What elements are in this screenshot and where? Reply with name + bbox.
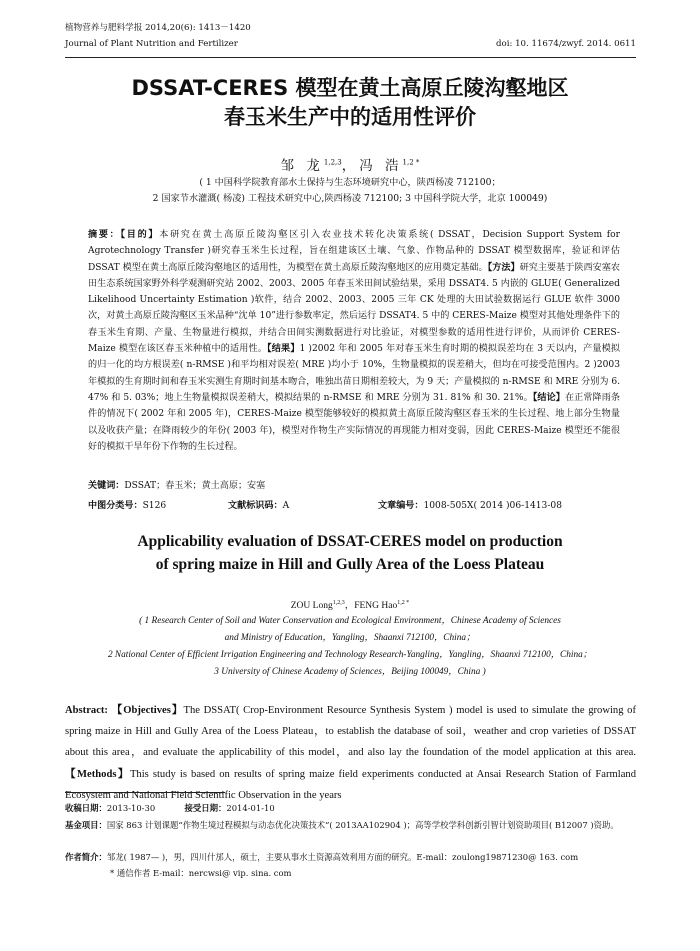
objectives-text: The DSSAT( Crop-Environment Resource Synthesis System ) model is used to simulate the growing of spring maize in Hill and Gully Area of the Loess Plateau，to establish the database of soil，weather and crop varieties of DSSAT about this area，and evaluate the applicability of this model，and also lay the foundation of the model application at this area. [65,705,636,759]
dates-footnote [65,801,636,815]
author-bio-label: 作者简介： [65,852,107,862]
chinese-title-line-1: DSSAT-CERES 模型在黄土高原丘陵沟壑地区 [131,76,569,100]
results-text: 1 )2002 年和 2005 年对春玉米生育时期的模拟误差均在 3 天以内，产量模拟的归一化的均方根误差( n-RMSE )和平均相对误差( MRE )均小于 10%，生物量模拟的误差稍大，但均在可接受范围内。2 )2003 年模拟的生育期时间和春玉米实测生育期时间基本吻合，唯独出苗日期相差较大，为 9 天；产量模拟的 n-RMSE 和 MRE 分别为 6. 47% 和 5. 03%；地上生物量模拟误差稍大，模拟结果的 n-RMSE 和 MRE 分别为 31. 81% 和 30. 21%。 [88,344,620,403]
journal-name-en: Journal of Plant Nutrition and Fertilizer [65,39,238,49]
corresponding-author-footnote: * 通信作者 E-mail：nercwsi@ vip. sina. com [110,868,292,878]
clc-label: 中图分类号： [88,501,143,511]
abstract-label: 摘要： [88,230,121,240]
english-affiliation-line-1: ( 1 Research Center of Soil and Water Conservation and Ecological Environment，Chinese Academy of Sciences [139,616,561,626]
author-affiliation-marker: 1,2 * [402,158,420,167]
document-code-value: A [282,501,290,511]
author-name: 邹 龙 [280,158,324,174]
article-number-value: 1008-505X( 2014 )06-1413-08 [423,501,562,511]
methods-label: 【Methods】 [65,768,130,780]
received-date: 2013-10-30 [106,803,156,813]
fund-label: 基金项目： [65,820,107,830]
keywords-text: DSSAT；春玉米；黄土高原；安塞 [124,481,266,491]
abstract-label: Abstract: [65,705,108,716]
article-number-label: 文章编号： [378,501,424,511]
author-separator: ， [344,601,355,611]
objectives-label: 【目的】 [120,230,160,240]
author-affiliation-marker: 1,2,3 [323,158,342,167]
keywords-label: 关键词： [88,481,125,491]
running-header [65,22,636,50]
english-affiliation-line-4: 3 University of Chinese Academy of Sciences，Beijing 100049，China ) [214,667,486,677]
english-title-line-1: Applicability evaluation of DSSAT-CERES model on production [137,533,563,550]
english-title-line-2: of spring maize in Hill and Gully Area of the Loess Plateau [155,556,545,573]
author-affiliation-marker: 1,2,3 [332,599,345,606]
author-name: ZOU Long [290,601,333,611]
keywords [88,479,620,494]
english-affiliation-line-2: and Ministry of Education，Yangling，Shaanxi 712100，China； [224,633,476,643]
chinese-authors [0,154,700,174]
article-number [378,498,562,511]
clc-number [88,498,166,511]
author-separator: ， [341,158,360,174]
conclusions-text: 在正常降雨条件的情况下( 2002 年和 2005 年)，CERES-Maize 模型能够较好的模拟黄土高原丘陵沟壑区春玉米的生长过程、地上部分生物量以及收获产量；在降雨较少的年份( 2003 年)，模型对作物生产实际情况的再现能力相对变弱，因此 CERES-Maize 模型还不能很好的模拟干旱年份下作物的生长过程。 [88,392,620,452]
accepted-date: 2014-01-10 [226,803,275,813]
chinese-title-line-2: 春玉米生产中的适用性评价 [224,105,476,129]
chinese-affiliation-line-1: ( 1 中国科学院教育部水土保持与生态环境研究中心，陕西杨凌 712100； [199,177,501,188]
author-bio-footnote [65,850,636,864]
footnote-rule [65,792,225,793]
fund-text: 国家 863 计划课题“作物生境过程模拟与动态优化决策技术”( 2013AA102904 )；高等学校学科创新引智计划资助项目( B12007 )资助。 [106,820,619,830]
document-code [228,498,289,511]
fund-footnote [65,818,636,832]
author-bio-text: 邹龙( 1987— )，男，四川什邡人，硕士，主要从事水土资源高效利用方面的研究。E-mail：zoulong19871230@ 163. com [106,852,579,862]
results-label: 【结果】 [267,344,300,355]
methods-label: 【方法】 [487,262,520,273]
author-name: FENG Hao [354,601,398,611]
english-authors [0,597,700,611]
methods-text: 研究主要基于陕西安塞农田生态系统国家野外科学观测研究站 2002、2003、2005 年春玉米田间试验结果，采用 DSSAT4. 5 内嵌的 GLUE( Generalized Likelihood Uncertainty Estimation )软件，结合 2002、2003、2005 三年 CK 处理的大田试验数据运行 GLUE 软件 3000 次，对黄土高原丘陵沟壑区玉米品种“沈单 10”进行参数率定，然后运行 DSSAT4. 5 中的 CERES-Maize 模型对其他处理条件下的春玉米生育期、产量、生物量进行模拟，并结合田间实测数据进行对比验证，对模型参数的适用性进行评价，从而评价 CERES-Maize 模型在该区春玉米种植中的适用性。 [88,262,620,355]
author-affiliation-marker: 1,2 * [397,599,410,606]
english-affiliation-line-3: 2 National Center of Efficient Irrigation Engineering and Technology Research-Yangling，Yangling，Shaanxi 712100，China； [107,650,593,660]
conclusions-label: 【结论】 [532,392,565,403]
header-rule [65,57,636,58]
methods-text: This study is based on results of spring maize field experiments conducted at Ansai Research Station of Farmland Ecosystem and National Field Scientific Observation in the years [65,768,636,801]
journal-citation-cn: 植物营养与肥料学报 2014,20(6): 1413－1420 [65,23,251,33]
objectives-text: 本研究在黄土高原丘陵沟壑区引入农业技术转化决策系统( DSSAT，Decision Support System for Agrotechnology Transfer )研究春玉米生长过程，旨在组建该区土壤、气象、作物品种的 DSSAT 模型数据库，验证和评估 DSSAT 模型在黄土高原丘陵沟壑地区的适用性，为模型在黄土高原丘陵沟壑地区的应用奠定基础。 [88,230,620,273]
author-name: 冯 浩 [359,158,403,174]
english-abstract [65,700,636,806]
clc-value: S126 [142,501,167,511]
objectives-label: 【Objectives】 [111,705,184,716]
accepted-label: 接受日期： [184,803,227,813]
received-label: 收稿日期： [65,803,107,813]
chinese-affiliation-line-2: 2 国家节水灌溉( 杨凌) 工程技术研究中心,陕西杨凌 712100; 3 中国科学院大学，北京 100049) [152,193,548,204]
chinese-abstract [88,227,620,455]
doi: doi: 10. 11674/zwyf. 2014. 0611 [496,39,636,49]
document-code-label: 文献标识码： [228,501,283,511]
